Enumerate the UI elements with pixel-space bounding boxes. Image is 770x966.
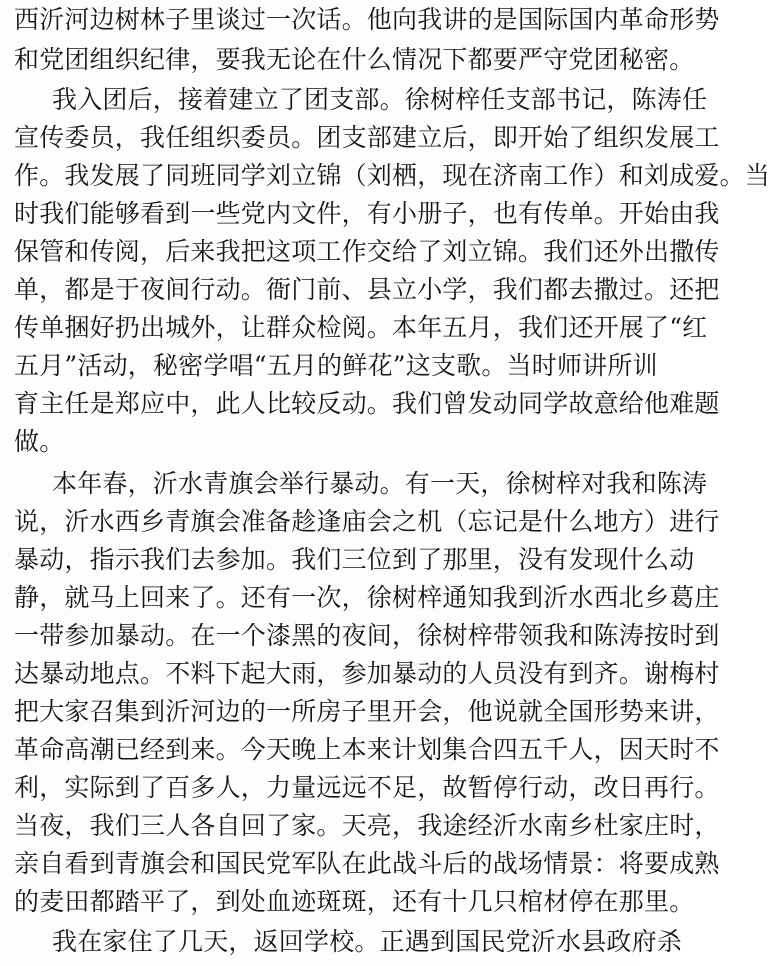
text-line: 利，实际到了百多人，力量远远不足，故暂停行动，改日再行。 (14, 773, 720, 802)
text-line: 一带参加暴动。在一个漆黑的夜间，徐树梓带领我和陈涛按时到 (14, 621, 720, 650)
text-line: 达暴动地点。不料下起大雨，参加暴动的人员没有到齐。谢梅村 (14, 659, 720, 688)
text-line: 亲自看到青旗会和国民党军队在此战斗后的战场情景：将要成熟 (14, 849, 720, 878)
text-line: 本年春，沂水青旗会举行暴动。有一天，徐树梓对我和陈涛 (52, 469, 708, 498)
text-line: 的麦田都踏平了，到处血迹斑斑，还有十几只棺材停在那里。 (14, 887, 695, 916)
text-line: 时我们能够看到一些党内文件，有小册子，也有传单。开始由我 (14, 199, 720, 228)
text-line: 和党团组织纪律，要我无论在什么情况下都要严守党团秘密。 (14, 45, 695, 74)
text-line: 单，都是于夜间行动。衙门前、县立小学，我们都去撒过。还把 (14, 275, 720, 304)
text-line: 做。 (14, 427, 65, 456)
text-line: 育主任是郑应中，此人比较反动。我们曾发动同学故意给他难题 (14, 389, 720, 418)
text-line: 当夜，我们三人各自回了家。天亮，我途经沂水南乡杜家庄时， (14, 811, 720, 840)
text-line: 传单捆好扔出城外，让群众检阅。本年五月，我们还开展了“红 (14, 313, 708, 342)
text-line: 暴动，指示我们去参加。我们三位到了那里，没有发现什么动 (14, 545, 695, 574)
text-line: 静，就马上回来了。还有一次，徐树梓通知我到沂水西北乡葛庄 (14, 583, 720, 612)
text-line: 把大家召集到沂河边的一所房子里开会，他说就全国形势来讲， (14, 697, 720, 726)
text-line: 五月”活动，秘密学唱“五月的鲜花”这支歌。当时师讲所训 (14, 351, 658, 380)
text-line: 作。我发展了同班同学刘立锦（刘栖，现在济南工作）和刘成爱。当 (14, 161, 770, 190)
text-line: 我入团后，接着建立了团支部。徐树梓任支部书记，陈涛任 (52, 85, 708, 114)
text-line: 说，沂水西乡青旗会准备趁逢庙会之机（忘记是什么地方）进行 (14, 507, 720, 536)
text-line: 西沂河边树林子里谈过一次话。他向我讲的是国际国内革命形势 (14, 5, 720, 34)
text-line: 革命高潮已经到来。今天晚上本来计划集合四五千人，因天时不 (14, 735, 720, 764)
text-line: 保管和传阅，后来我把这项工作交给了刘立锦。我们还外出撒传 (14, 237, 720, 266)
text-line: 宣传委员，我任组织委员。团支部建立后，即开始了组织发展工 (14, 123, 720, 152)
text-line: 我在家住了几天，返回学校。正遇到国民党沂水县政府杀 (52, 927, 683, 956)
